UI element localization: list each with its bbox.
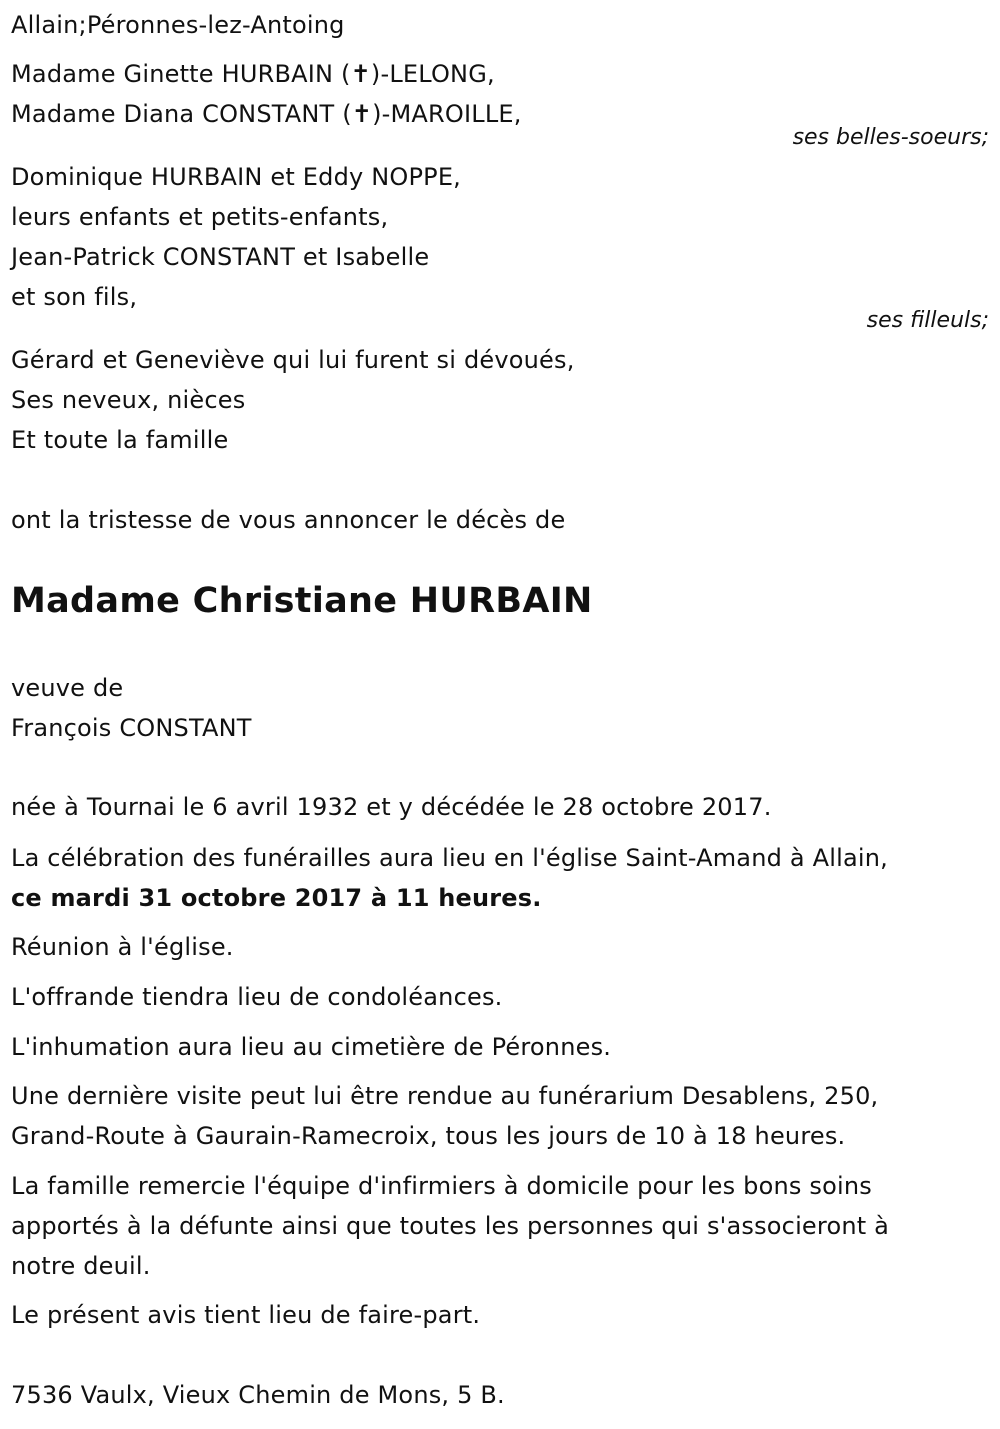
family-line: Gérard et Geneviève qui lui furent si dévoués,	[11, 346, 575, 374]
spouse-name: François CONSTANT	[11, 714, 252, 742]
thanks-line: apportés à la défunte ainsi que toutes les personnes qui s'associeront à	[11, 1212, 890, 1240]
thanks-line: La famille remercie l'équipe d'infirmiers à domicile pour les bons soins	[11, 1172, 872, 1200]
godchild-line: Dominique HURBAIN et Eddy NOPPE,	[11, 163, 462, 191]
meeting-line: Réunion à l'église.	[11, 933, 234, 961]
deceased-name: Madame Christiane HURBAIN	[11, 581, 593, 621]
celebration-line: La célébration des funérailles aura lieu en l'église Saint-Amand à Allain,	[11, 844, 888, 872]
notice-line: Le présent avis tient lieu de faire-part.	[11, 1301, 481, 1329]
family-line: Et toute la famille	[11, 426, 229, 454]
widow-of-label: veuve de	[11, 674, 124, 702]
relation-godchildren: ses filleuls;	[866, 308, 989, 333]
visit-line: Une dernière visite peut lui être rendue au funérarium Desablens, 250,	[11, 1082, 879, 1110]
relation-sisters-in-law: ses belles-soeurs;	[792, 125, 989, 150]
announcement-line: ont la tristesse de vous annoncer le décès de	[11, 506, 566, 534]
offering-line: L'offrande tiendra lieu de condoléances.	[11, 983, 503, 1011]
celebration-date-time: ce mardi 31 octobre 2017 à 11 heures.	[11, 884, 542, 912]
address-line: 7536 Vaulx, Vieux Chemin de Mons, 5 B.	[11, 1381, 505, 1409]
thanks-line: notre deuil.	[11, 1252, 151, 1280]
burial-line: L'inhumation aura lieu au cimetière de Péronnes.	[11, 1033, 612, 1061]
godchild-line: leurs enfants et petits-enfants,	[11, 203, 389, 231]
sister-in-law-line: Madame Ginette HURBAIN (✝)-LELONG,	[11, 60, 495, 88]
visit-line: Grand-Route à Gaurain-Ramecroix, tous les jours de 10 à 18 heures.	[11, 1122, 846, 1150]
birth-death-line: née à Tournai le 6 avril 1932 et y décédée le 28 octobre 2017.	[11, 793, 772, 821]
family-line: Ses neveux, nièces	[11, 386, 246, 414]
godchild-line: et son fils,	[11, 283, 138, 311]
sister-in-law-line: Madame Diana CONSTANT (✝)-MAROILLE,	[11, 100, 522, 128]
location-line: Allain;Péronnes-lez-Antoing	[11, 11, 345, 39]
godchild-line: Jean-Patrick CONSTANT et Isabelle	[11, 243, 430, 271]
